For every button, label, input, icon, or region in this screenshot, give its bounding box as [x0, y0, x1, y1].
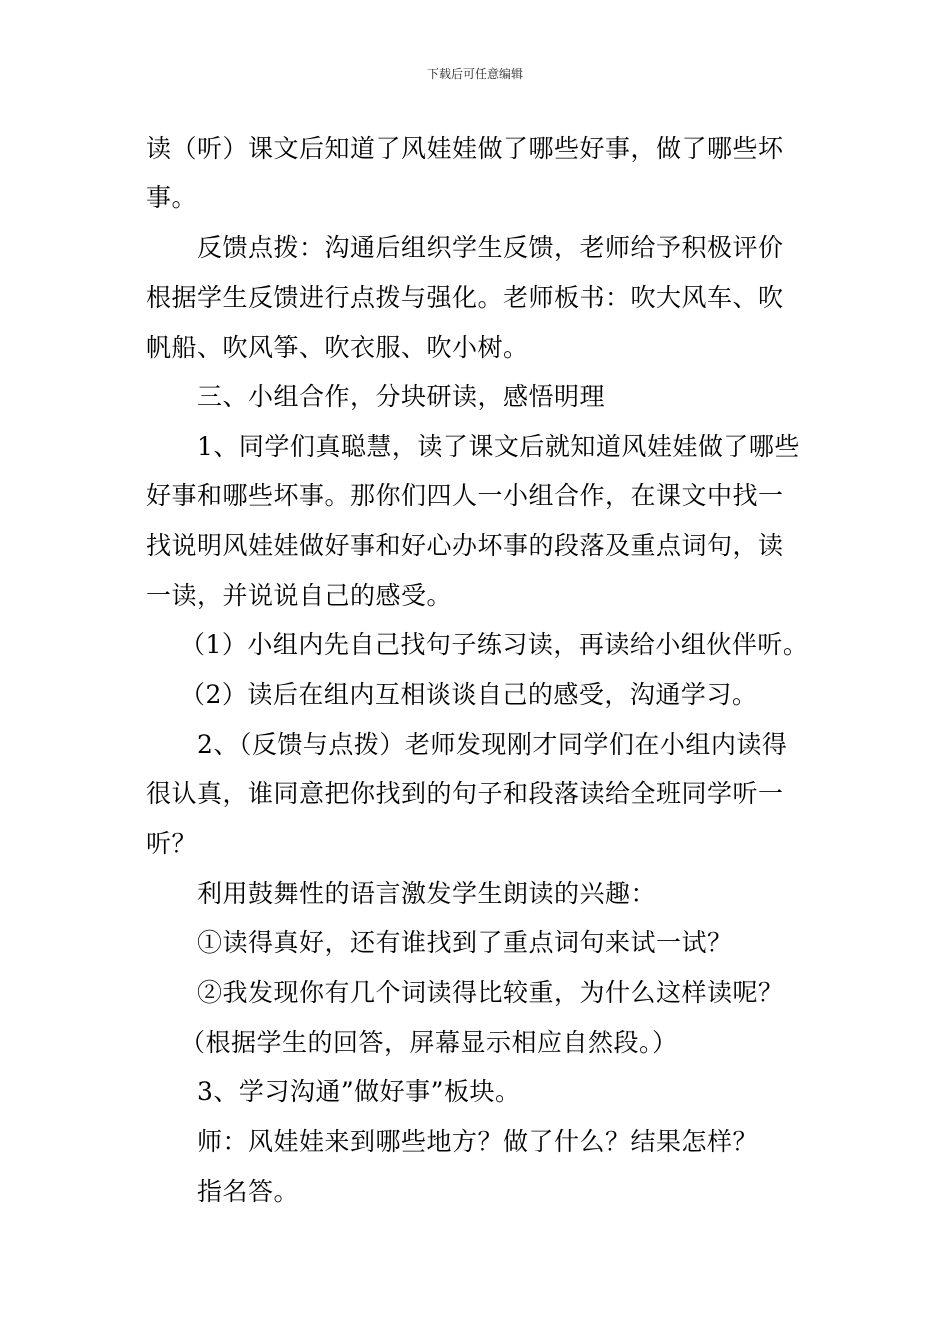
text-line: （根据学生的回答，屏幕显示相应自然段。）: [146, 1028, 678, 1057]
text-line: （1）小组内先自己找句子练习读，再读给小组伙伴听。: [146, 630, 809, 659]
text-line: ②我发现你有几个词读得比较重，为什么这样读呢？: [146, 978, 784, 1007]
text-line: 1、同学们真聪慧，读了课文后就知道风娃娃做了哪些: [146, 432, 800, 461]
text-line: 好事和哪些坏事。那你们四人一小组合作，在课文中找一: [146, 481, 784, 510]
text-line: 3、学习沟通”做好事”板块。: [146, 1077, 521, 1106]
text-line: 找说明风娃娃做好事和好心办坏事的段落及重点词句，读: [146, 531, 784, 560]
text-line: （2）读后在组内互相谈谈自己的感受，沟通学习。: [146, 680, 758, 709]
text-line: 反馈点拨：沟通后组织学生反馈，老师给予积极评价: [146, 233, 784, 262]
text-line: 很认真，谁同意把你找到的句子和段落读给全班同学听一: [146, 779, 784, 808]
text-line: 指名答。: [146, 1177, 300, 1206]
page-header: 下载后可任意编辑: [426, 67, 523, 81]
text-line: 师：风娃娃来到哪些地方？做了什么？结果怎样？: [146, 1127, 759, 1156]
text-line: 三、小组合作，分块研读，感悟明理: [146, 382, 606, 411]
text-line: ①读得真好，还有谁找到了重点词句来试一试？: [146, 928, 733, 957]
text-line: 2、（反馈与点拨）老师发现刚才同学们在小组内读得: [146, 730, 788, 759]
text-line: 利用鼓舞性的语言激发学生朗读的兴趣：: [146, 879, 657, 908]
text-line: 事。: [146, 183, 198, 212]
text-line: 读（听）课文后知道了风娃娃做了哪些好事，做了哪些坏: [146, 134, 784, 163]
text-line: 根据学生反馈进行点拨与强化。老师板书：吹大风车、吹: [146, 283, 784, 312]
text-line: 帆船、吹风筝、吹衣服、吹小树。: [146, 333, 529, 362]
text-line: 听？: [146, 829, 198, 858]
text-line: 一读，并说说自己的感受。: [146, 581, 453, 610]
